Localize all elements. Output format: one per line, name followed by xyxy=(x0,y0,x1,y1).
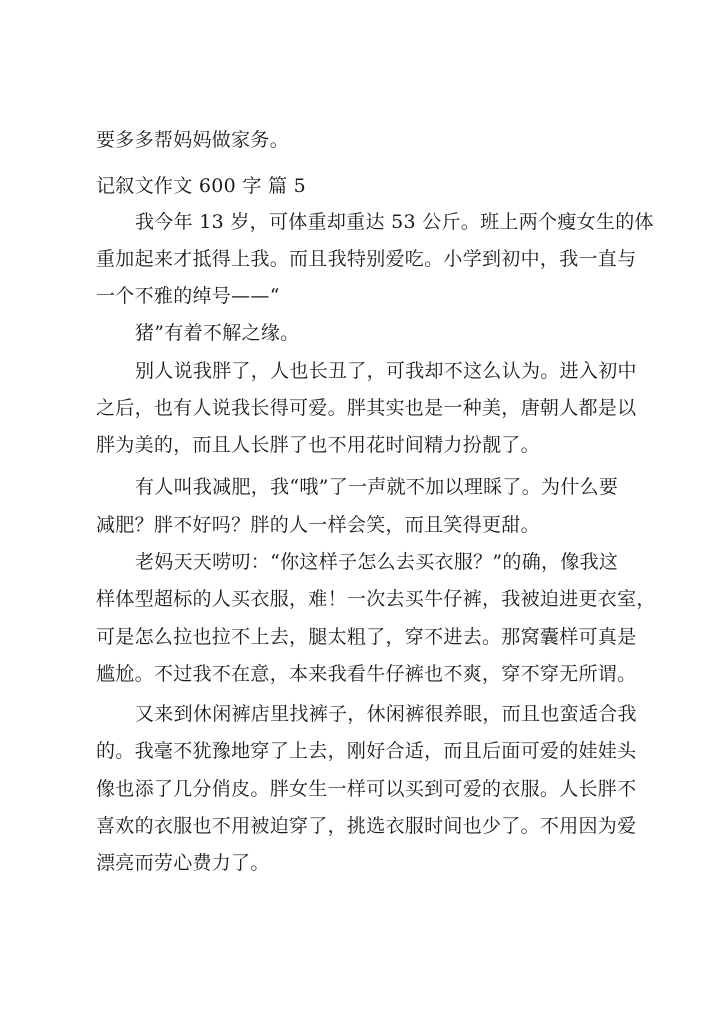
paragraph-line: 减肥？胖不好吗？胖的人一样会笑，而且笑得更甜。 xyxy=(96,514,540,536)
paragraph-line: 之后，也有人说我长得可爱。胖其实也是一种美，唐朝人都是以 xyxy=(96,397,637,419)
paragraph-line: 像也添了几分俏皮。胖女生一样可以买到可爱的衣服。人长胖不 xyxy=(96,778,637,800)
paragraph-line: 样体型超标的人买衣服，难！一次去买牛仔裤，我被迫进更衣室， xyxy=(96,588,656,610)
paragraph-line: 猪”有着不解之缘。 xyxy=(135,322,300,344)
paragraph-line: 喜欢的衣服也不用被迫穿了，挑选衣服时间也少了。不用因为爱 xyxy=(96,815,637,837)
paragraph-line: 尴尬。不过我不在意，本来我看牛仔裤也不爽，穿不穿无所谓。 xyxy=(96,663,637,685)
paragraph-line: 老妈天天唠叨：“你这样子怎么去买衣服？”的确，像我这 xyxy=(135,551,619,573)
text-line: 要多多帮妈妈做家务。 xyxy=(96,129,290,151)
paragraph-line: 我今年 13 岁，可体重却重达 53 公斤。班上两个瘦女生的体 xyxy=(135,211,654,233)
paragraph-line: 胖为美的，而且人长胖了也不用花时间精力扮靓了。 xyxy=(96,434,540,456)
paragraph-line: 重加起来才抵得上我。而且我特别爱吃。小学到初中，我一直与 xyxy=(96,248,637,270)
paragraph-line: 一个不雅的绰号——“ xyxy=(96,285,280,307)
paragraph-line: 有人叫我减肥，我“哦”了一声就不加以理睬了。为什么要 xyxy=(135,476,619,498)
paragraph-line: 的。我毫不犹豫地穿了上去，刚好合适，而且后面可爱的娃娃头 xyxy=(96,740,637,762)
section-heading: 记叙文作文 600 字 篇 5 xyxy=(96,175,307,197)
paragraph-line: 漂亮而劳心费力了。 xyxy=(96,852,270,874)
paragraph-line: 可是怎么拉也拉不上去，腿太粗了，穿不进去。那窝囊样可真是 xyxy=(96,626,637,648)
paragraph-line: 别人说我胖了，人也长丑了，可我却不这么认为。进入初中 xyxy=(135,360,637,382)
paragraph-line: 又来到休闲裤店里找裤子，休闲裤很养眼，而且也蛮适合我 xyxy=(135,703,637,725)
